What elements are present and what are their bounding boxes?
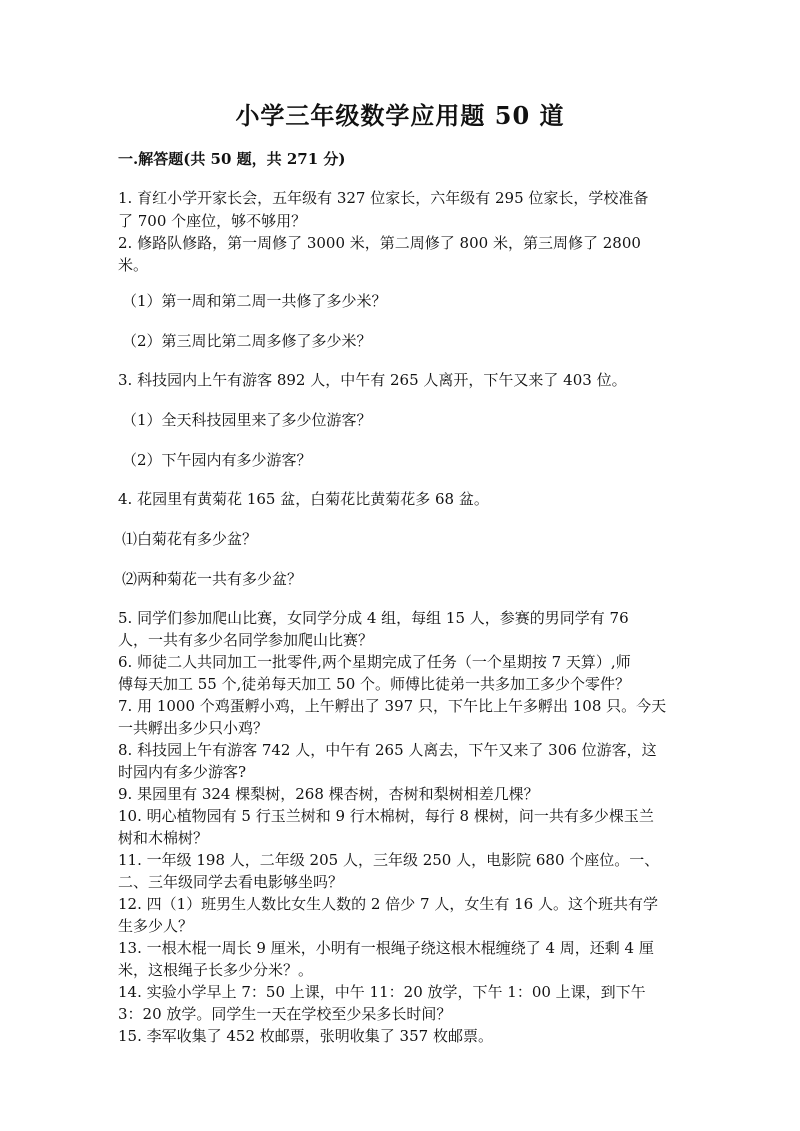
text-line: 人，一共有多少名同学参加爬山比赛？ <box>118 631 374 649</box>
text-line: 7. 用 1000 个鸡蛋孵小鸡，上午孵出了 397 只，下午比上午多孵出 108 只。今天 <box>118 697 667 715</box>
text-line: 11. 一年级 198 人，二年级 205 人，三年级 250 人，电影院 680 个座位。一、 <box>118 851 660 869</box>
text-line: 傅每天加工 55 个,徒弟每天加工 50 个。师傅比徒弟一共多加工多少个零件？ <box>118 675 631 693</box>
text-line: 1. 育红小学开家长会，五年级有 327 位家长，六年级有 295 位家长，学校准备 <box>118 189 649 207</box>
text-line: （1）第一周和第二周一共修了多少米？ <box>122 292 387 310</box>
text-line: 6. 师徒二人共同加工一批零件,两个星期完成了任务（一个星期按 7 天算）,师 <box>118 653 631 671</box>
text-line: 2. 修路队修路，第一周修了 3000 米，第二周修了 800 米，第三周修了 2800 <box>118 234 641 252</box>
text-line: 4. 花园里有黄菊花 165 盆，白菊花比黄菊花多 68 盆。 <box>118 490 489 508</box>
text-line: 10. 明心植物园有 5 行玉兰树和 9 行木棉树，每行 8 棵树，问一共有多少棵玉兰 <box>118 807 654 825</box>
text-line: 树和木棉树？ <box>118 829 209 847</box>
text-line: 3. 科技园内上午有游客 892 人，中午有 265 人离开，下午又来了 403 位。 <box>118 371 627 389</box>
text-line: （2）第三周比第二周多修了多少米？ <box>122 332 372 350</box>
text-line: 12. 四（1）班男生人数比女生人数的 2 倍少 7 人，女生有 16 人。这个班共有学 <box>118 895 658 913</box>
text-line: 15. 李军收集了 452 枚邮票，张明收集了 357 枚邮票。 <box>118 1027 493 1045</box>
text-line: 一共孵出多少只小鸡？ <box>118 719 269 737</box>
text-line: 9. 果园里有 324 棵梨树，268 棵杏树，杏树和梨树相差几棵？ <box>118 785 539 803</box>
text-line: （2）下午园内有多少游客？ <box>122 451 312 469</box>
text-line: 8. 科技园上午有游客 742 人，中午有 265 人离去，下午又来了 306 位游客，这 <box>118 741 657 759</box>
text-line: 了 700 个座位，够不够用？ <box>118 212 307 230</box>
text-line: ⑴白菊花有多少盆？ <box>122 530 258 548</box>
section-heading: 一.解答题(共 50 题，共 271 分) <box>118 150 346 168</box>
text-line: 二、三年级同学去看电影够坐吗？ <box>118 873 344 891</box>
text-line: 生多少人？ <box>118 917 194 935</box>
text-line: （1）全天科技园里来了多少位游客？ <box>122 411 372 429</box>
text-line: 时园内有多少游客? <box>118 763 247 781</box>
text-line: 3：20 放学。同学生一天在学校至少呆多长时间？ <box>118 1005 452 1023</box>
text-line: 13. 一根木棍一周长 9 厘米，小明有一根绳子绕这根木棍缠绕了 4 周，还剩 4 厘 <box>118 939 654 957</box>
text-line: 米，这根绳子长多少分米？。 <box>118 961 314 979</box>
text-line: 米。 <box>118 256 149 274</box>
text-line: 5. 同学们参加爬山比赛，女同学分成 4 组，每组 15 人，参赛的男同学有 76 <box>118 609 629 627</box>
page-title: 小学三年级数学应用题 50 道 <box>235 101 565 130</box>
text-line: ⑵两种菊花一共有多少盆？ <box>122 570 303 588</box>
text-line: 14. 实验小学早上 7：50 上课，中午 11：20 放学，下午 1：00 上课，到下午 <box>118 983 646 1001</box>
